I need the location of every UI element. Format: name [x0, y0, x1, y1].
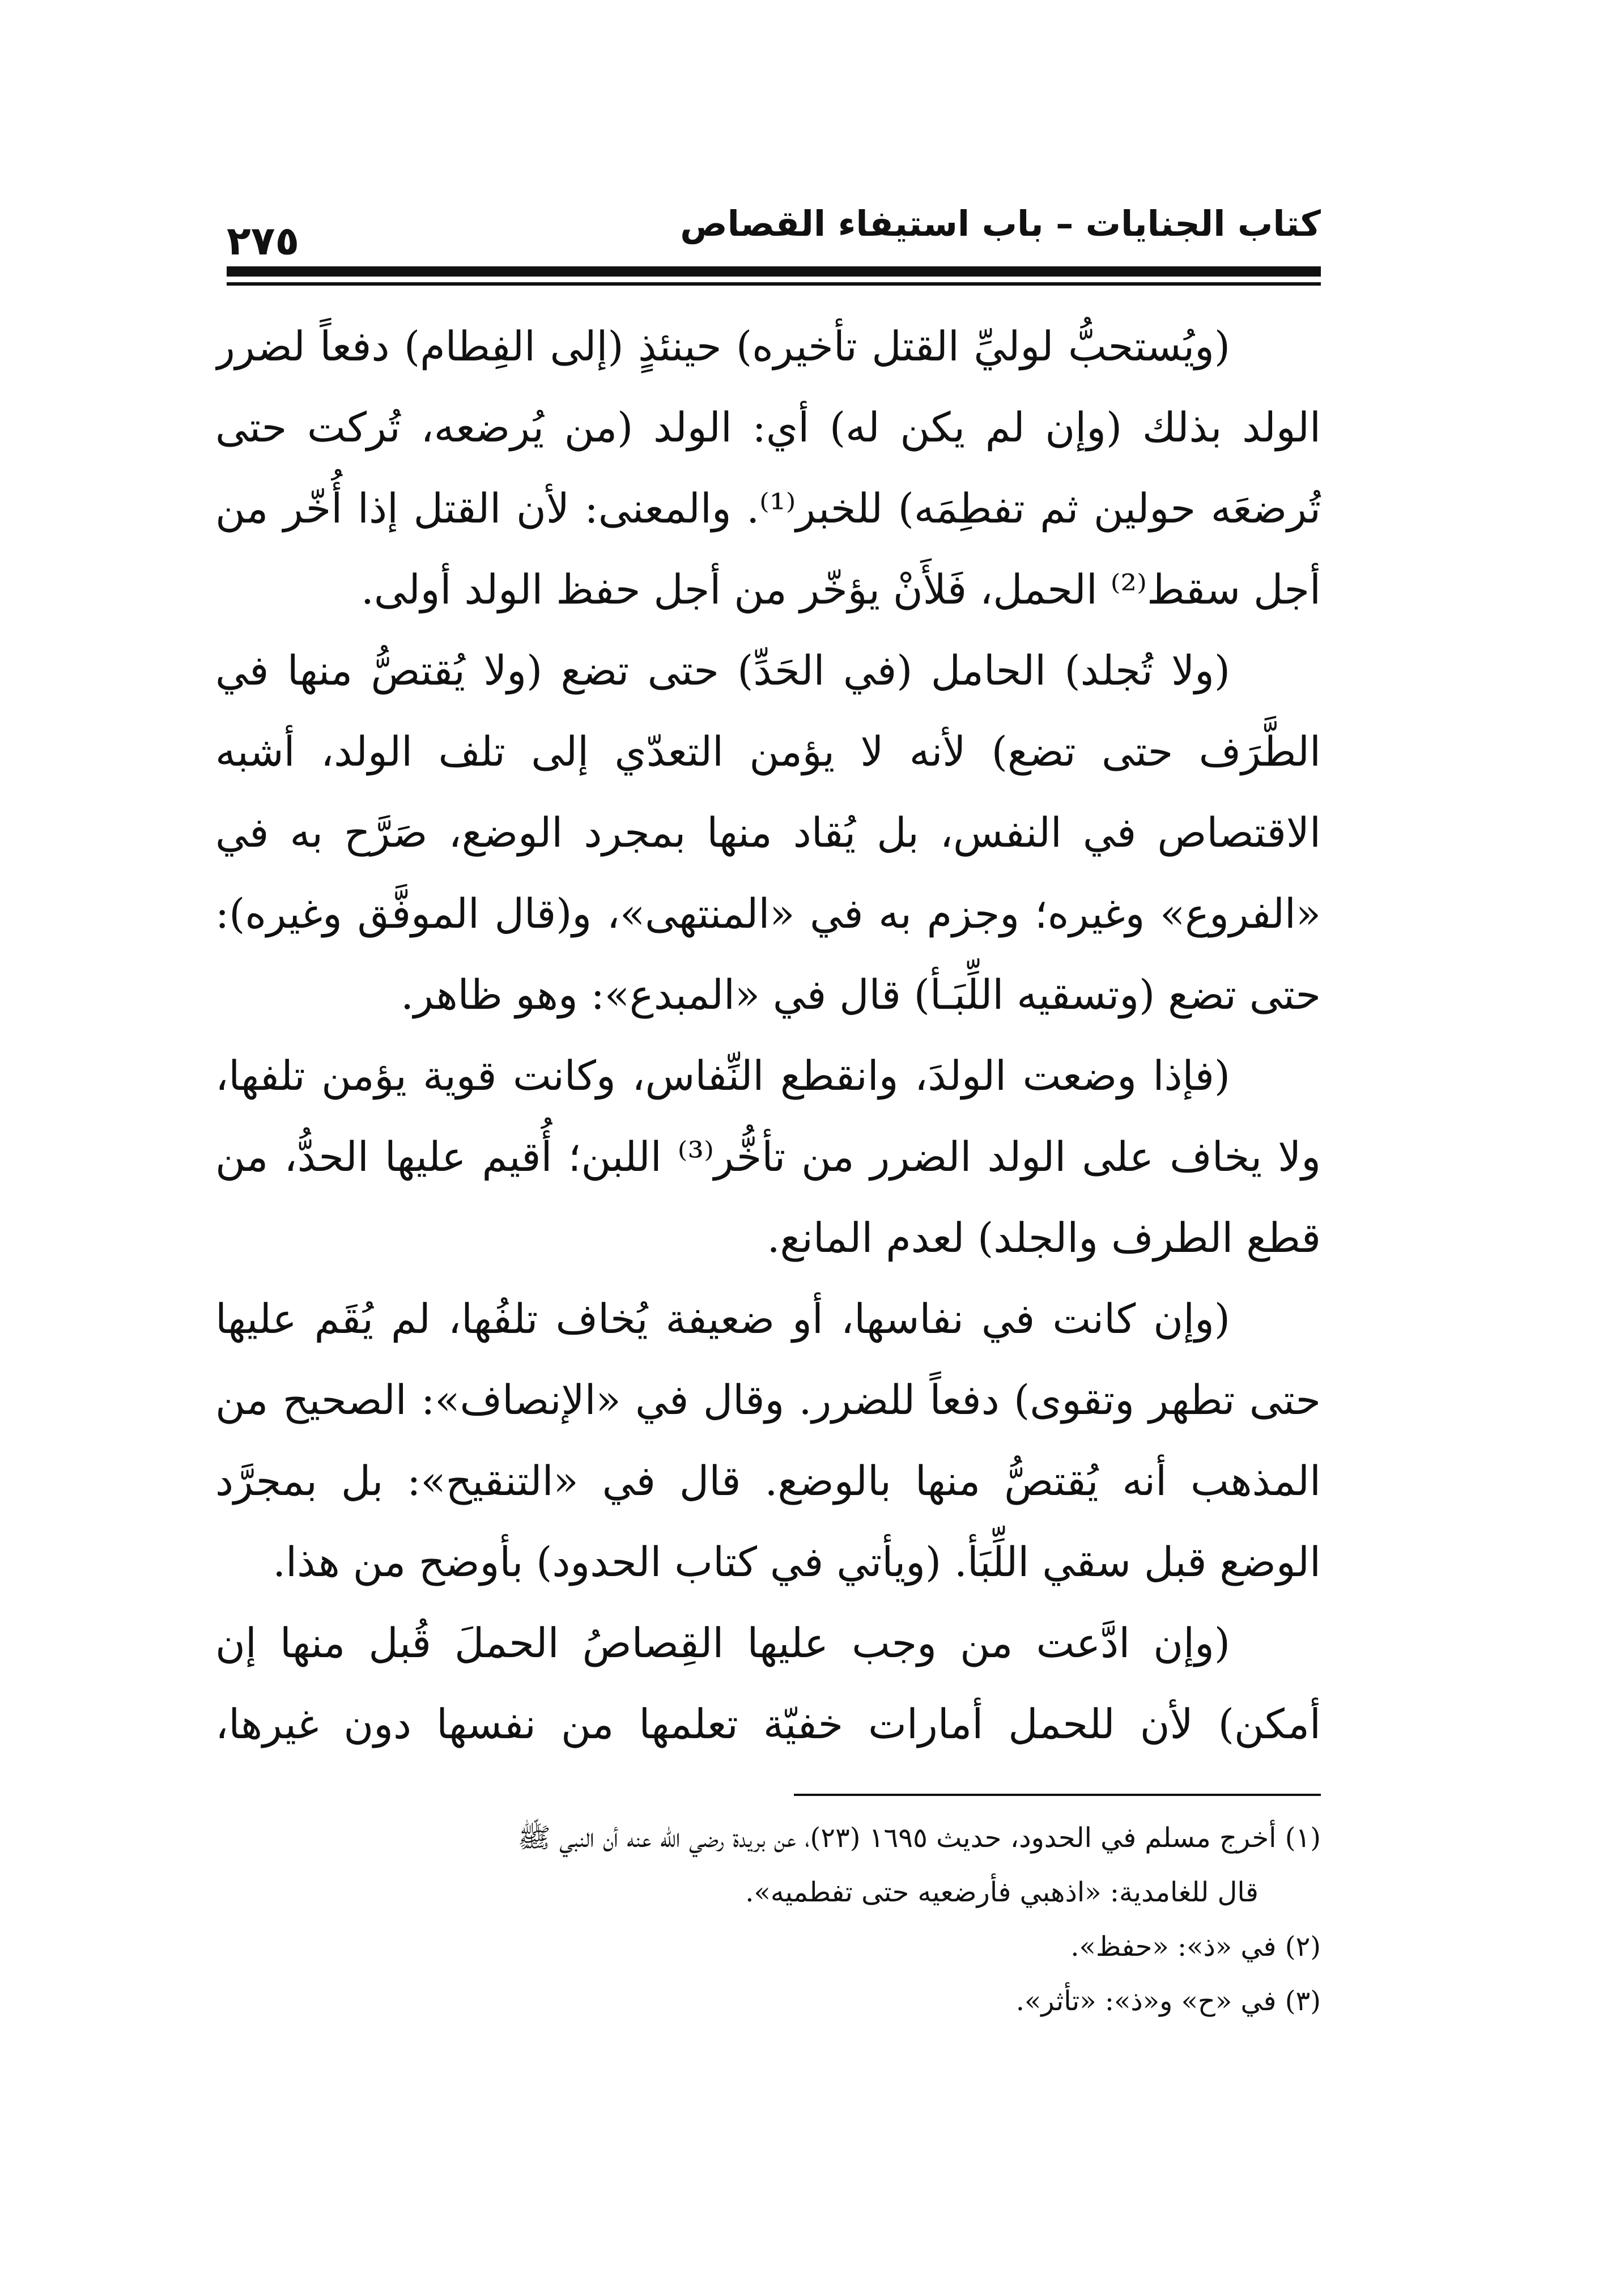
- footnote: (١) أخرج مسلم في الحدود، حديث ١٦٩٥ (٢٣)، عن بريدة رضي الله عنه أن النبي ﷺ: [517, 1822, 1321, 1854]
- paragraph: (وإن ادَّعت من وجب عليها القِصاصُ الحملَ قُبل منها إن أمكن) لأن للحمل أمارات خفيّة تعلمها من نفسها دون غيرها،: [215, 1619, 1321, 1748]
- main-text: [215, 306, 1321, 1763]
- chapter-title: كتاب الجنايات – باب استيفاء القصاص: [680, 203, 1321, 244]
- footnote: (٢) في «ذ»: «حفظ».: [1070, 1931, 1321, 1963]
- header-double-rule: [227, 266, 1321, 292]
- paragraph: (وإن كانت في نفاسها، أو ضعيفة يُخاف تلفُها، لم يُقَم عليها حتى تطهر وتقوى) دفعاً للضرر. وقال في «الإنصاف»: الصحيح من المذهب أنه يُقتصُّ منها بالوضع. قال في «التنقيح»: بل بمجرَّد الوضع قبل سقي اللِّبَأ. (ويأتي في كتاب الحدود) بأوضح من هذا.: [215, 1295, 1321, 1586]
- paragraph: (ولا تُجلد) الحامل (في الحَدِّ) حتى تضع (ولا يُقتصُّ منها في الطَّرَف حتى تضع) لأنه لا يؤمن التعدّي إلى تلف الولد، أشبه الاقتصاص في النفس، بل يُقاد منها بمجرد الوضع، صَرَّح به في «الفروع» وغيره؛ وجزم به في «المنتهى»، و(قال الموفَّق وغيره): حتى تضع (وتسقيه اللِّبَـأ) قال في «المبدع»: وهو ظاهر.: [215, 647, 1321, 1018]
- page-number: ٢٧٥: [227, 218, 300, 264]
- footnotes: [244, 1811, 1321, 2037]
- footnote-separator: [794, 1794, 1321, 1796]
- footnote-continuation: قال للغامدية: «اذهبي فأرضعيه حتى تفطميه».: [745, 1876, 1259, 1908]
- footnote: (٣) في «ح» و«ذ»: «تأثر».: [1015, 1985, 1321, 2017]
- header-rule-thin: [227, 282, 1321, 286]
- paragraph: (فإذا وضعت الولدَ، وانقطع النِّفاس، وكانت قوية يؤمن تلفها، ولا يخاف على الولد الضرر من تأخُّر⁽³⁾ اللبن؛ أُقيم عليها الحدُّ، من قطع الطرف والجلد) لعدم المانع.: [215, 1052, 1321, 1262]
- running-header: [227, 201, 1321, 269]
- paragraph: (ويُستحبُّ لوليِّ القتل تأخيره) حينئذٍ (إلى الفِطام) دفعاً لضرر الولد بذلك (وإن لم يكن له) أي: الولد (من يُرضعه، تُركت حتى تُرضعَه حولين ثم تفطِمَه) للخبر⁽¹⁾. والمعنى: لأن القتل إذا أُخّر من أجل سقط⁽²⁾ الحمل، فَلأَنْ يؤخّر من أجل حفظ الولد أولى.: [215, 322, 1321, 613]
- header-rule-thick: [227, 266, 1321, 277]
